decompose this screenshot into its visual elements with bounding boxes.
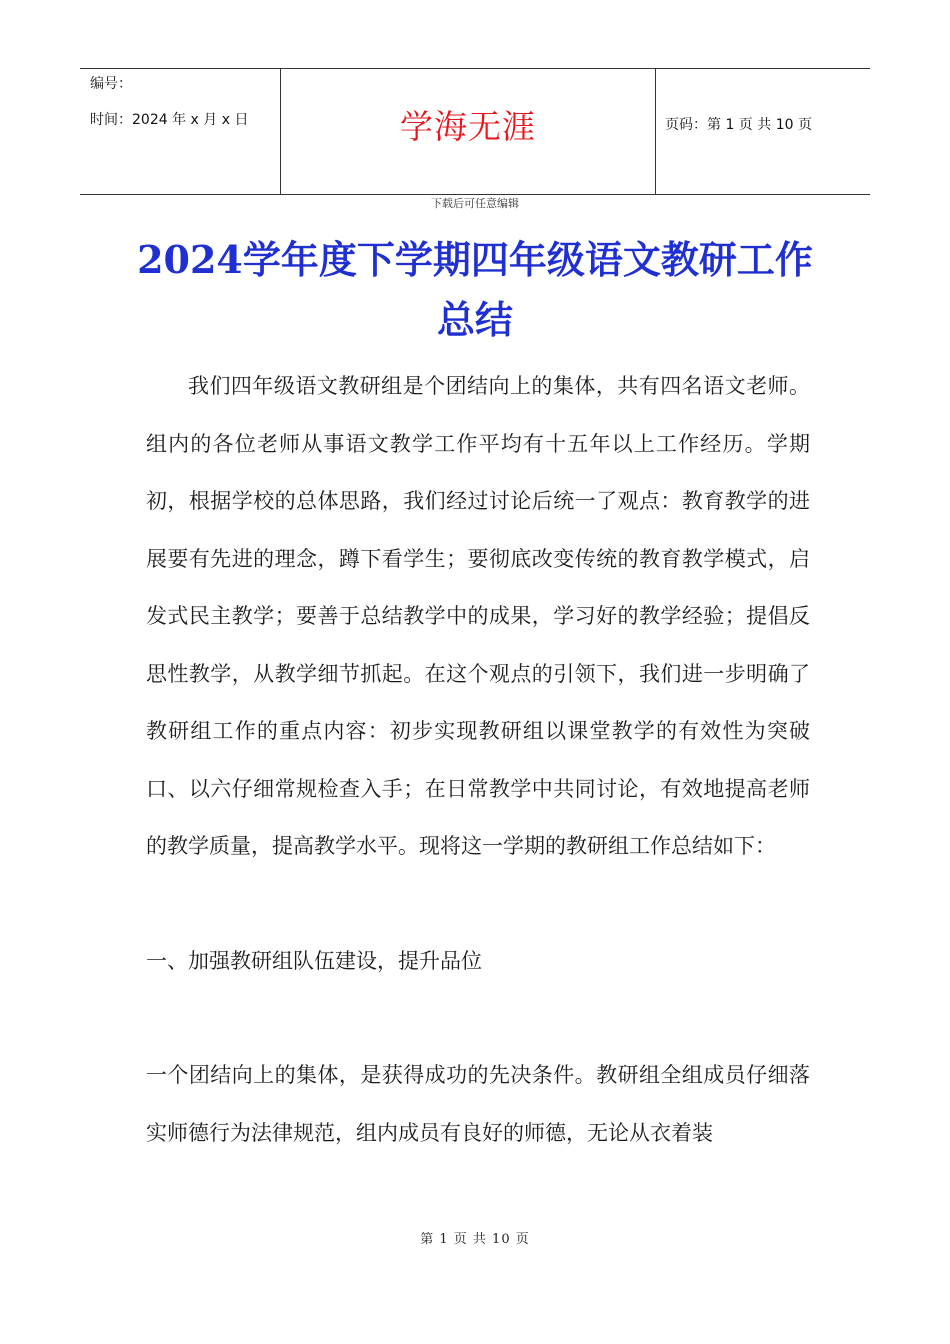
page-footer: 第 1 页 共 10 页 <box>420 1232 530 1247</box>
header-page-info: 页码：第 1 页 共 10 页 <box>665 117 812 133</box>
document-date-label: 时间：2024 年 x 月 x 日 <box>90 112 249 128</box>
intro-paragraph: 我们四年级语文教研组是个团结向上的集体，共有四名语文老师。组内的各位老师从事语文教学工作平均有十五年以上工作经历。学期初，根据学校的总体思路，我们经过讨论后统一了观点：教育教学的进展要有先进的理念，蹲下看学生；要彻底改变传统的教育教学模式，启发式民主教学；要善于总结教学中的成果，学习好的教学经验；提倡反思性教学，从教学细节抓起。在这个观点的引领下，我们进一步明确了教研组工作的重点内容：初步实现教研组以课堂教学的有效性为突破口、以六仔细常规检查入手；在日常教学中共同讨论，有效地提高老师的教学质量，提高教学水平。现将这一学期的教研组工作总结如下： <box>146 374 810 858</box>
section-heading: 一、加强教研组队伍建设，提升品位 <box>146 948 482 973</box>
header-brand-cell <box>280 69 656 194</box>
document-title: 2024学年度下学期四年级语文教研工作总结 <box>137 237 813 342</box>
brand-logo-text: 学海无涯 <box>400 107 536 146</box>
document-body <box>146 358 810 1162</box>
document-number-label: 编号： <box>90 76 132 92</box>
header-table <box>80 68 870 195</box>
header-page-cell <box>655 69 870 194</box>
edit-note: 下载后可任意编辑 <box>431 197 519 210</box>
section-paragraph: 一个团结向上的集体，是获得成功的先决条件。教研组全组成员仔细落实师德行为法律规范，组内成员有良好的师德，无论从衣着装 <box>146 1063 810 1145</box>
header-left-cell <box>80 69 280 194</box>
